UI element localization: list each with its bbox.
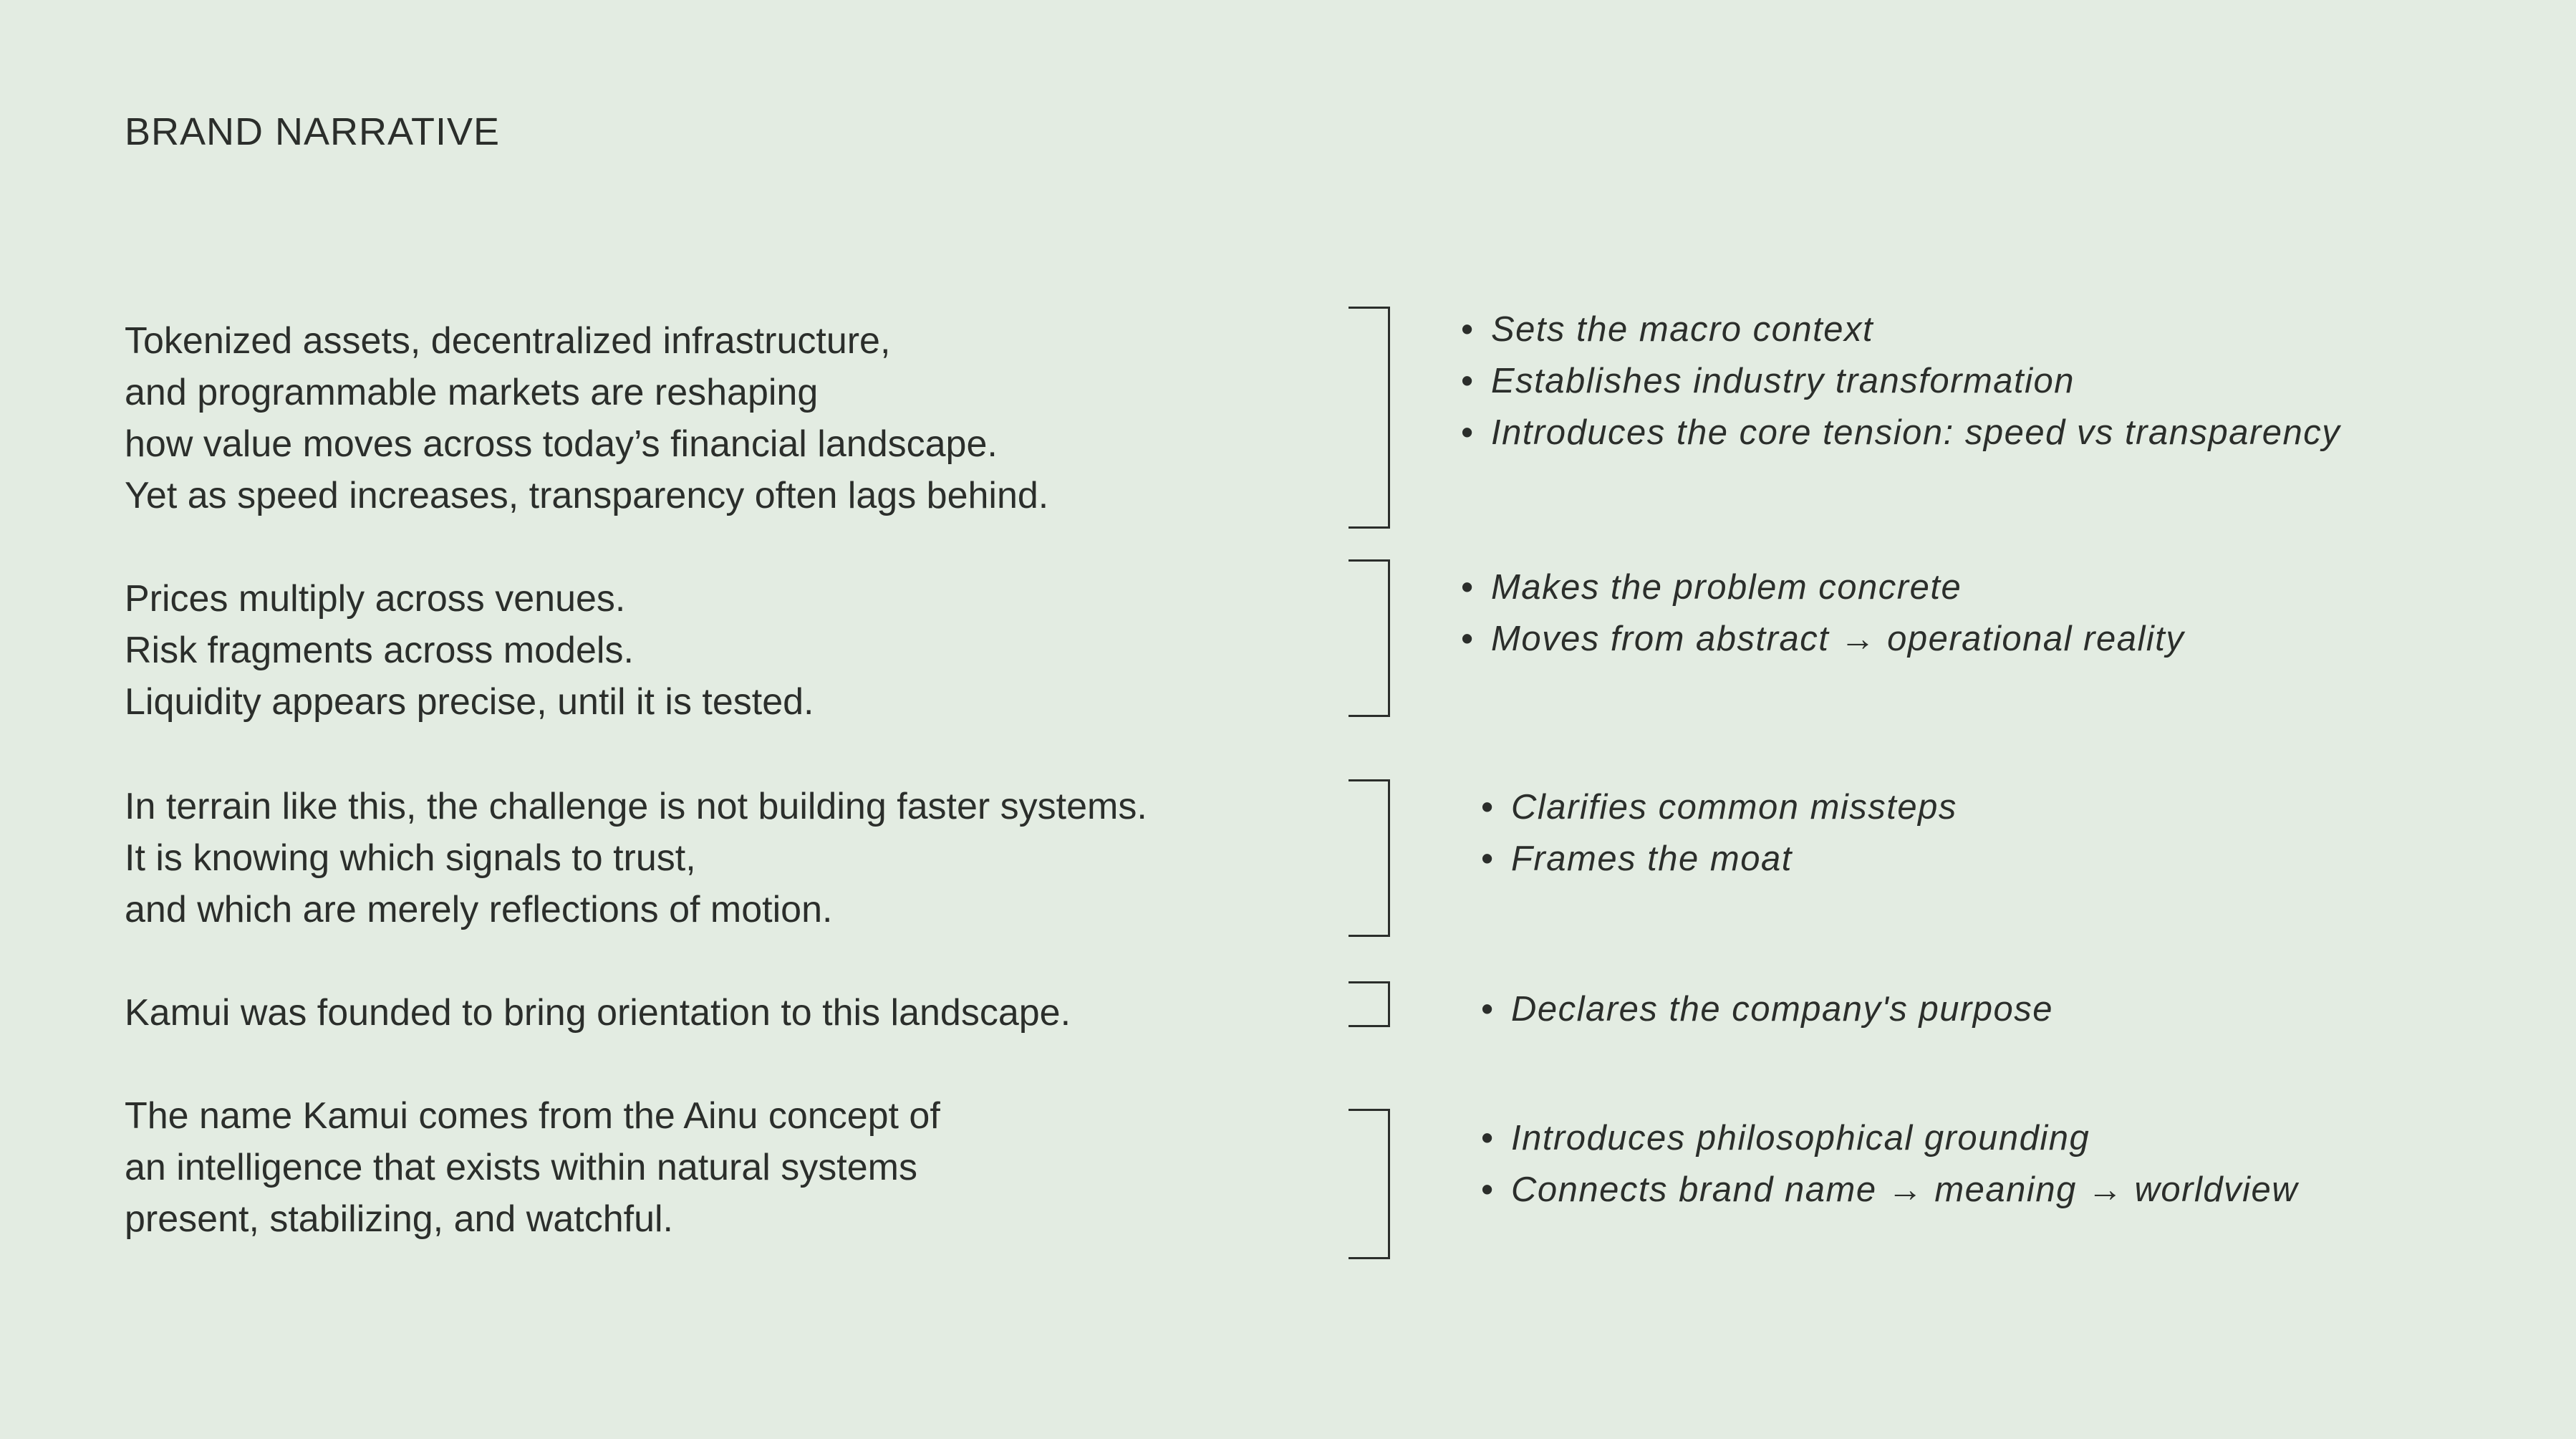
note-item: • Makes the problem concrete <box>1461 562 2184 613</box>
paragraph-line: Yet as speed increases, transparency often lags behind. <box>125 475 1049 516</box>
note-item: • Moves from abstract → operational reality <box>1461 613 2184 665</box>
notes-list-5 <box>1481 1112 2298 1216</box>
paragraph-line: It is knowing which signals to trust, <box>125 837 696 879</box>
paragraph-line: how value moves across today’s financial landscape. <box>125 423 998 465</box>
note-item: • Declares the company's purpose <box>1481 983 2053 1035</box>
paragraph-line: Tokenized assets, decentralized infrastructure, <box>125 320 891 362</box>
paragraph-line: and programmable markets are reshaping <box>125 372 819 413</box>
paragraph-line: Risk fragments across models. <box>125 630 634 671</box>
bracket-divider-2 <box>1349 559 1390 717</box>
note-item: • Connects brand name → meaning → worldview <box>1481 1164 2298 1216</box>
bracket-divider-1 <box>1349 307 1390 529</box>
note-item: • Establishes industry transformation <box>1461 355 2340 407</box>
note-item: • Clarifies common missteps <box>1481 781 1957 833</box>
paragraph-line: an intelligence that exists within natural systems <box>125 1147 917 1188</box>
bracket-divider-3 <box>1349 779 1390 937</box>
paragraph-line: Prices multiply across venues. <box>125 578 626 620</box>
notes-list-3 <box>1481 781 1957 885</box>
paragraph-line: Kamui was founded to bring orientation to this landscape. <box>125 992 1071 1034</box>
paragraph-line: and which are merely reflections of motion. <box>125 889 833 930</box>
narrative-paragraph-5 <box>125 1090 940 1245</box>
paragraph-line: The name Kamui comes from the Ainu concept of <box>125 1095 940 1137</box>
notes-list-2 <box>1461 562 2184 665</box>
note-item: • Introduces philosophical grounding <box>1481 1112 2298 1164</box>
note-item: • Sets the macro context <box>1461 304 2340 355</box>
narrative-paragraph-4 <box>125 987 1071 1039</box>
narrative-paragraph-1 <box>125 315 1048 521</box>
paragraph-line: Liquidity appears precise, until it is tested. <box>125 681 814 723</box>
notes-list-1 <box>1461 304 2340 458</box>
note-item: • Introduces the core tension: speed vs transparency <box>1461 407 2340 458</box>
bracket-divider-4 <box>1349 981 1390 1027</box>
bracket-divider-5 <box>1349 1109 1390 1259</box>
notes-list-4 <box>1481 983 2053 1035</box>
paragraph-line: In terrain like this, the challenge is not building faster systems. <box>125 786 1147 827</box>
note-item: • Frames the moat <box>1481 833 1957 885</box>
narrative-paragraph-3 <box>125 781 1147 935</box>
page-title: BRAND NARRATIVE <box>125 110 501 153</box>
paragraph-line: present, stabilizing, and watchful. <box>125 1198 673 1240</box>
narrative-paragraph-2 <box>125 573 814 728</box>
